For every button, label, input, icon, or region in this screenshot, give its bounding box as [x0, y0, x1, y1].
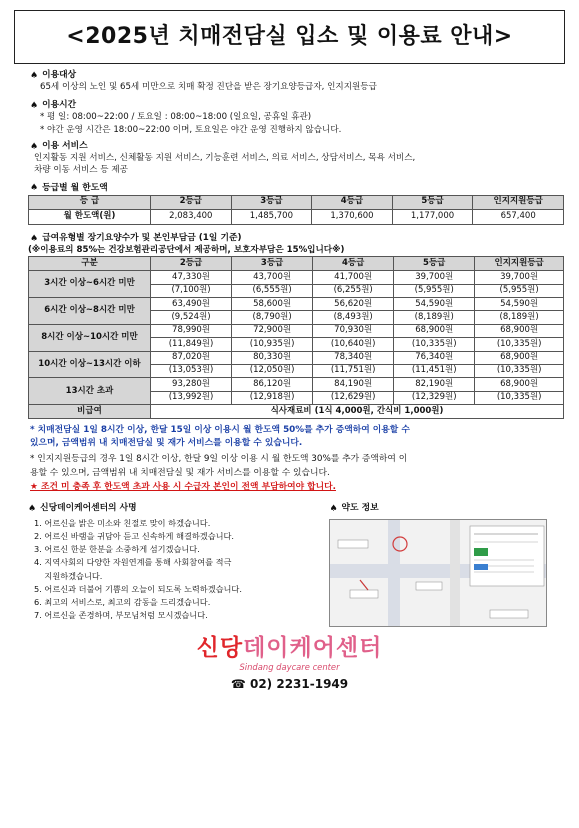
- fee-section: [28, 233, 565, 257]
- mission-list: [34, 517, 317, 622]
- fee-header-cell: 인지지원등급: [475, 257, 564, 271]
- fee-cell-amount: 72,900원: [232, 324, 313, 337]
- spade-icon: ♠: [30, 71, 39, 81]
- limit-header-cell: 등 급: [29, 195, 151, 209]
- logo-sub: Sindang daycare center: [239, 662, 340, 673]
- limit-cell: 1,370,600: [312, 209, 393, 224]
- hours-line-1: * 평 일: 08:00~22:00 / 토요일 : 08:00~18:00 (일요일, 공휴일 휴관): [40, 111, 312, 122]
- fee-row-label: 10시간 이상~13시간 이하: [29, 351, 151, 378]
- limit-header-cell: 인지지원등급: [473, 195, 564, 209]
- limit-cell: 1,485,700: [231, 209, 312, 224]
- logo-main-pink: 데이케어센터: [243, 635, 383, 662]
- note-black-2a: * 인지지원등급의 경우 1일 8시간 이상, 한달 9일 이상 이용 시 월 한도액 30%를 추가 증액하여 이: [30, 454, 408, 465]
- note-blue-1b: 있으며, 금액범위 내 치매전담실 및 재가 서비스를 이용할 수 있습니다.: [30, 438, 303, 449]
- fee-header-cell: 3등급: [232, 257, 313, 271]
- limit-header-cell: 4등급: [312, 195, 393, 209]
- fee-noncovered-value: 식사재료비 (1식 4,000원, 간식비 1,000원): [151, 405, 564, 418]
- fee-cell-copay: (12,329원): [394, 391, 475, 404]
- fee-cell-copay: (12,629원): [313, 391, 394, 404]
- fee-cell-amount: 80,330원: [232, 351, 313, 364]
- limit-cell: 657,400: [473, 209, 564, 224]
- map-heading: 약도 정보: [341, 503, 379, 514]
- fee-cell-copay: (10,935원): [232, 338, 313, 351]
- mission-block: [28, 500, 317, 627]
- fee-header-row: [29, 257, 564, 271]
- logo-main: [14, 633, 565, 664]
- note-black-2b: 용할 수 있으며, 금액범위 내 치매전담실 및 재가 서비스를 이용할 수 있습니다.: [30, 468, 330, 479]
- fee-cell-amount: 78,340원: [313, 351, 394, 364]
- target-section: [30, 70, 565, 94]
- fee-row: [29, 271, 564, 284]
- phone-number: ☎ 02) 2231-1949: [230, 677, 349, 692]
- fee-cell-copay: (6,255원): [313, 284, 394, 297]
- map-block: [329, 500, 565, 627]
- logo: [14, 633, 565, 693]
- limit-cell: 1,177,000: [392, 209, 473, 224]
- fee-cell-amount: 68,900원: [475, 351, 564, 364]
- page-title: <2025년 치매전담실 입소 및 이용료 안내>: [66, 24, 513, 50]
- fee-row-label: 6시간 이상~8시간 미만: [29, 298, 151, 325]
- fee-row: [29, 378, 564, 391]
- fee-note: (※이용료의 85%는 건강보험관리공단에서 제공하며, 보호자부담은 15%입니다※): [28, 244, 345, 255]
- mission-item: 1. 어르신을 밝은 미소와 친절로 맞이 하겠습니다.: [34, 518, 211, 529]
- fee-row: [29, 351, 564, 364]
- bottom-area: [28, 500, 565, 627]
- mission-item: 지원하겠습니다.: [34, 570, 103, 581]
- fee-cell-copay: (7,100원): [151, 284, 232, 297]
- title-box: [14, 10, 565, 64]
- fee-body: [29, 271, 564, 405]
- limit-header-cell: 5등급: [392, 195, 473, 209]
- fee-cell-amount: 68,900원: [475, 324, 564, 337]
- fee-cell-amount: 68,900원: [394, 324, 475, 337]
- target-text: 65세 이상의 노인 및 65세 미만으로 치매 확정 진단을 받은 장기요양등급자, 인지지원등급: [40, 82, 377, 93]
- limit-row-label: 월 한도액(원): [29, 209, 151, 224]
- limit-table: [28, 195, 564, 225]
- services-heading: 이용 서비스: [42, 141, 88, 152]
- fee-cell-copay: (11,751원): [313, 365, 394, 378]
- limit-header-cell: 3등급: [231, 195, 312, 209]
- limit-heading: 등급별 월 한도액: [42, 182, 108, 193]
- spade-icon: ♠: [30, 233, 39, 244]
- fee-cell-amount: 70,930원: [313, 324, 394, 337]
- fee-cell-amount: 87,020원: [151, 351, 232, 364]
- fee-cell-copay: (8,189원): [394, 311, 475, 324]
- fee-cell-amount: 63,490원: [151, 298, 232, 311]
- limit-value-row: [29, 209, 564, 224]
- fee-cell-copay: (5,955원): [394, 284, 475, 297]
- fee-cell-copay: (10,335원): [394, 338, 475, 351]
- limit-section: [30, 182, 565, 194]
- notes: [14, 425, 565, 494]
- fee-row-label: 13시간 초과: [29, 378, 151, 405]
- fee-cell-copay: (8,790원): [232, 311, 313, 324]
- limit-header-cell: 2등급: [151, 195, 232, 209]
- fee-cell-amount: 54,590원: [475, 298, 564, 311]
- fee-cell-copay: (5,955원): [475, 284, 564, 297]
- limit-cell: 2,083,400: [151, 209, 232, 224]
- fee-cell-copay: (13,053원): [151, 365, 232, 378]
- fee-cell-copay: (10,335원): [475, 391, 564, 404]
- fee-row-label: 3시간 이상~6시간 미만: [29, 271, 151, 298]
- mission-item: 6. 최고의 서비스로, 최고의 감동을 드리겠습니다.: [34, 596, 211, 607]
- fee-noncovered-row: [29, 405, 564, 418]
- fee-cell-copay: (6,555원): [232, 284, 313, 297]
- spade-icon: ♠: [28, 503, 37, 514]
- fee-header-cell: 구분: [29, 257, 151, 271]
- fee-cell-copay: (12,050원): [232, 365, 313, 378]
- logo-main-red: 신당: [196, 635, 244, 662]
- services-section: [30, 141, 565, 176]
- fee-cell-copay: (11,849원): [151, 338, 232, 351]
- fee-cell-copay: (8,189원): [475, 311, 564, 324]
- fee-cell-amount: 82,190원: [394, 378, 475, 391]
- spade-icon: ♠: [30, 100, 39, 111]
- fee-cell-copay: (12,918원): [232, 391, 313, 404]
- fee-cell-amount: 41,700원: [313, 271, 394, 284]
- hours-heading: 이용시간: [42, 99, 77, 110]
- fee-cell-amount: 56,620원: [313, 298, 394, 311]
- fee-cell-amount: 47,330원: [151, 271, 232, 284]
- fee-row-label: 8시간 이상~10시간 미만: [29, 324, 151, 351]
- fee-header-cell: 5등급: [394, 257, 475, 271]
- services-line-2: 차량 이동 서비스 등 제공: [34, 164, 128, 175]
- mission-item: 5. 어르신과 더불어 기쁨의 오늘이 되도록 노력하겠습니다.: [34, 583, 242, 594]
- fee-header-cell: 2등급: [151, 257, 232, 271]
- fee-cell-copay: (13,992원): [151, 391, 232, 404]
- fee-cell-amount: 43,700원: [232, 271, 313, 284]
- fee-cell-copay: (10,335원): [475, 365, 564, 378]
- fee-cell-amount: 78,990원: [151, 324, 232, 337]
- hours-line-2: * 야간 운영 시간은 18:00~22:00 이며, 토요일은 야간 운영 진행하지 않습니다.: [40, 125, 342, 136]
- spade-icon: ♠: [30, 142, 39, 153]
- fee-cell-amount: 39,700원: [394, 271, 475, 284]
- limit-header-row: [29, 195, 564, 209]
- spade-icon: ♠: [329, 503, 338, 514]
- hours-section: [30, 100, 565, 137]
- fee-cell-amount: 39,700원: [475, 271, 564, 284]
- fee-cell-amount: 68,900원: [475, 378, 564, 391]
- fee-cell-amount: 76,340원: [394, 351, 475, 364]
- mission-item: 3. 어르신 한분 한분을 소중하게 섬기겠습니다.: [34, 544, 200, 555]
- fee-header-cell: 4등급: [313, 257, 394, 271]
- fee-cell-copay: (11,451원): [394, 365, 475, 378]
- fee-noncovered-label: 비급여: [29, 405, 151, 418]
- fee-cell-amount: 84,190원: [313, 378, 394, 391]
- map-drawing: [330, 520, 547, 627]
- target-heading: 이용대상: [42, 70, 77, 81]
- fee-cell-copay: (10,335원): [475, 338, 564, 351]
- fee-row: [29, 298, 564, 311]
- fee-cell-copay: (10,640원): [313, 338, 394, 351]
- mission-item: 4. 지역사회의 다양한 자원연계를 통해 사회참여를 적극: [34, 557, 232, 568]
- fee-cell-amount: 54,590원: [394, 298, 475, 311]
- fee-cell-amount: 86,120원: [232, 378, 313, 391]
- fee-heading: 급여유형별 장기요양수가 및 본인부담금 (1일 기준): [42, 232, 242, 243]
- services-line-1: 인지활동 지원 서비스, 신체활동 지원 서비스, 기능훈련 서비스, 의료 서비스, 상담서비스, 목욕 서비스,: [34, 153, 416, 164]
- fee-table: [28, 256, 564, 418]
- fee-cell-amount: 93,280원: [151, 378, 232, 391]
- spade-icon: ♠: [30, 183, 39, 194]
- note-red: ★ 조건 미 충족 후 한도액 초과 사용 시 수급자 본인이 전액 부담하여야 합니다.: [30, 482, 336, 493]
- fee-cell-amount: 58,600원: [232, 298, 313, 311]
- fee-cell-copay: (9,524원): [151, 311, 232, 324]
- mission-item: 2. 어르신 바램을 귀담아 듣고 신속하게 해결하겠습니다.: [34, 531, 235, 542]
- fee-row: [29, 324, 564, 337]
- note-blue-1a: * 치매전담실 1일 8시간 이상, 한달 15일 이상 이용시 월 한도액 50%를 추가 증액하여 이용할 수: [30, 424, 410, 435]
- map-image: [329, 519, 547, 627]
- mission-item: 7. 어르신을 존경하며, 부모님처럼 모시겠습니다.: [34, 609, 208, 620]
- mission-heading: 신당데이케어센터의 사명: [40, 503, 137, 514]
- fee-cell-copay: (8,493원): [313, 311, 394, 324]
